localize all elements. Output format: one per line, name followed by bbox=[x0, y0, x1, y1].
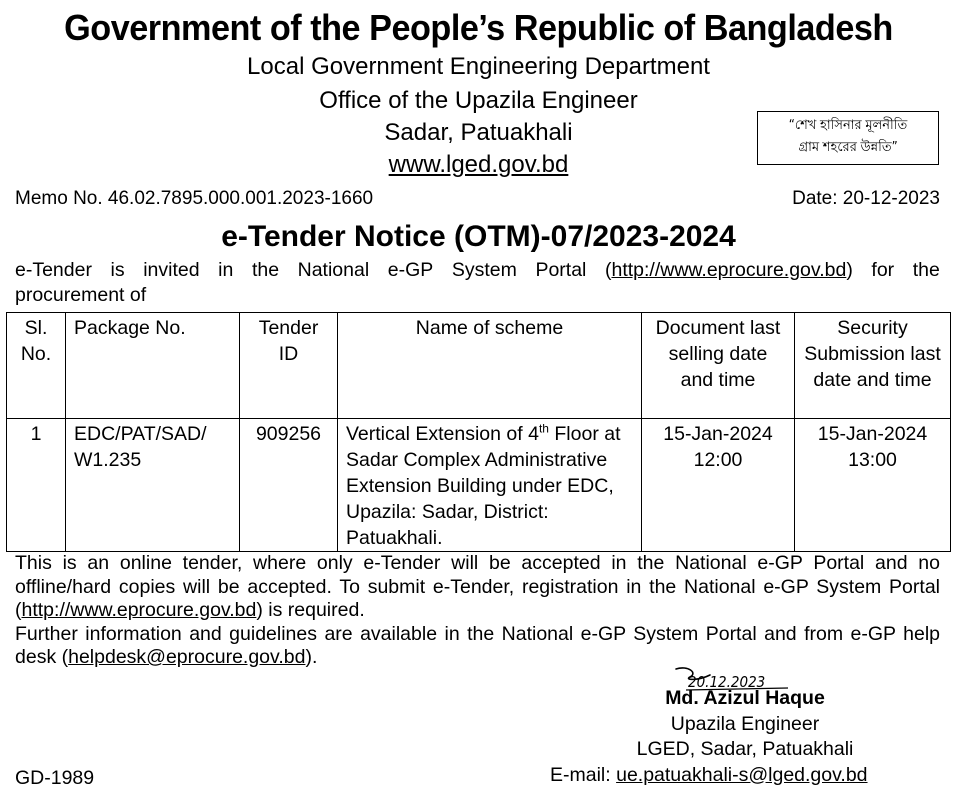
para2-text-end: ). bbox=[305, 646, 318, 668]
email-label: E-mail: bbox=[550, 763, 617, 786]
cell-sl: 1 bbox=[7, 419, 66, 552]
eprocure-link[interactable]: http://www.eprocure.gov.bd bbox=[611, 259, 847, 281]
header-scheme: Name of scheme bbox=[338, 313, 642, 419]
signatory-email[interactable]: ue.patuakhali-s@lged.gov.bd bbox=[616, 763, 868, 786]
intro-word: for bbox=[871, 259, 895, 281]
doc-time: 12:00 bbox=[693, 449, 743, 471]
security-date: 15-Jan-2024 bbox=[817, 423, 928, 445]
office-location: Sadar, Patuakhali bbox=[384, 119, 573, 146]
header-tender-id: Tender ID bbox=[240, 313, 338, 419]
slogan-box bbox=[757, 111, 939, 165]
para2-text: Further information and guidelines are available in the National e-GP System Portal and from e-GP help desk ( bbox=[15, 622, 940, 668]
doc-date: 15-Jan-2024 bbox=[663, 423, 773, 445]
signatory-designation: Upazila Engineer bbox=[670, 712, 820, 735]
para1-text-end: ) is required. bbox=[256, 599, 365, 621]
header-doc-date: Document last selling date and time bbox=[642, 313, 795, 419]
header-package: Package No. bbox=[66, 313, 240, 419]
intro-line-2: procurement of bbox=[15, 284, 147, 306]
header-security-date: Security Submission last date and time bbox=[795, 313, 951, 419]
scheme-text-post: Floor at Sadar Complex Administrative Extension Building under EDC, Upazila: Sadar, District: Patuakhali. bbox=[346, 423, 621, 549]
intro-link-wrap: (http://www.eprocure.gov.bd) bbox=[604, 259, 853, 281]
cell-tender-id: 909256 bbox=[240, 419, 338, 552]
notice-title: e-Tender Notice (OTM)-07/2023-2024 bbox=[221, 220, 736, 253]
cell-scheme bbox=[338, 419, 642, 552]
memo-date: Date: 20-12-2023 bbox=[792, 188, 940, 209]
cell-package: EDC/PAT/SAD/ W1.235 bbox=[66, 419, 240, 552]
intro-word: invited bbox=[143, 259, 200, 281]
intro-paragraph bbox=[15, 258, 940, 308]
intro-word: the bbox=[912, 259, 940, 281]
table-header-row bbox=[7, 313, 951, 419]
cell-security-date bbox=[795, 419, 951, 552]
intro-word: the bbox=[251, 259, 280, 281]
intro-word: e-Tender bbox=[15, 259, 92, 281]
helpdesk-email-link[interactable]: helpdesk@eprocure.gov.bd bbox=[68, 646, 306, 668]
memo-number: Memo No. 46.02.7895.000.001.2023-1660 bbox=[15, 188, 374, 209]
department-name: Local Government Engineering Department bbox=[247, 53, 710, 80]
tender-table bbox=[6, 312, 951, 552]
para1-text: This is an online tender, where only e-Tender will be accepted in the National e-GP Portal and no offline/hard copies will be accepted. To submit e-Tender, registration in the National e-GP System Portal ( bbox=[15, 552, 940, 621]
scheme-text-pre: Vertical Extension of 4 bbox=[346, 423, 539, 445]
eprocure-link-2[interactable]: http://www.eprocure.gov.bd bbox=[21, 599, 257, 621]
intro-word: National bbox=[297, 259, 370, 281]
website-text[interactable]: www.lged.gov.bd bbox=[388, 151, 569, 178]
signatory-email-line bbox=[540, 763, 950, 789]
header-sl: Sl. No. bbox=[7, 313, 66, 419]
cell-doc-date bbox=[642, 419, 795, 552]
office-name: Office of the Upazila Engineer bbox=[319, 87, 638, 114]
signatory-office: LGED, Sadar, Patuakhali bbox=[636, 738, 854, 760]
intro-word: System bbox=[451, 259, 517, 281]
slogan-line-1: “শেখ হাসিনার মূলনীতি bbox=[788, 118, 908, 133]
intro-line-1 bbox=[15, 258, 940, 283]
signature-block bbox=[540, 686, 950, 788]
signatory-name: Md. Azizul Haque bbox=[665, 687, 825, 709]
scheme-superscript: th bbox=[538, 421, 549, 436]
table-row bbox=[7, 419, 951, 552]
handwritten-date: 20.12.2023 bbox=[688, 673, 766, 691]
instructions-text bbox=[15, 552, 940, 670]
security-time: 13:00 bbox=[848, 449, 897, 471]
instructions-paragraph-2 bbox=[15, 623, 940, 670]
intro-word: Portal bbox=[535, 259, 587, 281]
slogan-line-2: গ্রাম শহরের উন্নতি” bbox=[798, 140, 898, 155]
intro-word: is bbox=[110, 259, 125, 281]
government-title: Government of the People’s Republic of Bangladesh bbox=[64, 7, 893, 48]
instructions-paragraph-1 bbox=[15, 552, 940, 623]
intro-word: e-GP bbox=[387, 259, 434, 281]
intro-word: in bbox=[218, 259, 234, 281]
gd-code: GD-1989 bbox=[15, 767, 95, 789]
